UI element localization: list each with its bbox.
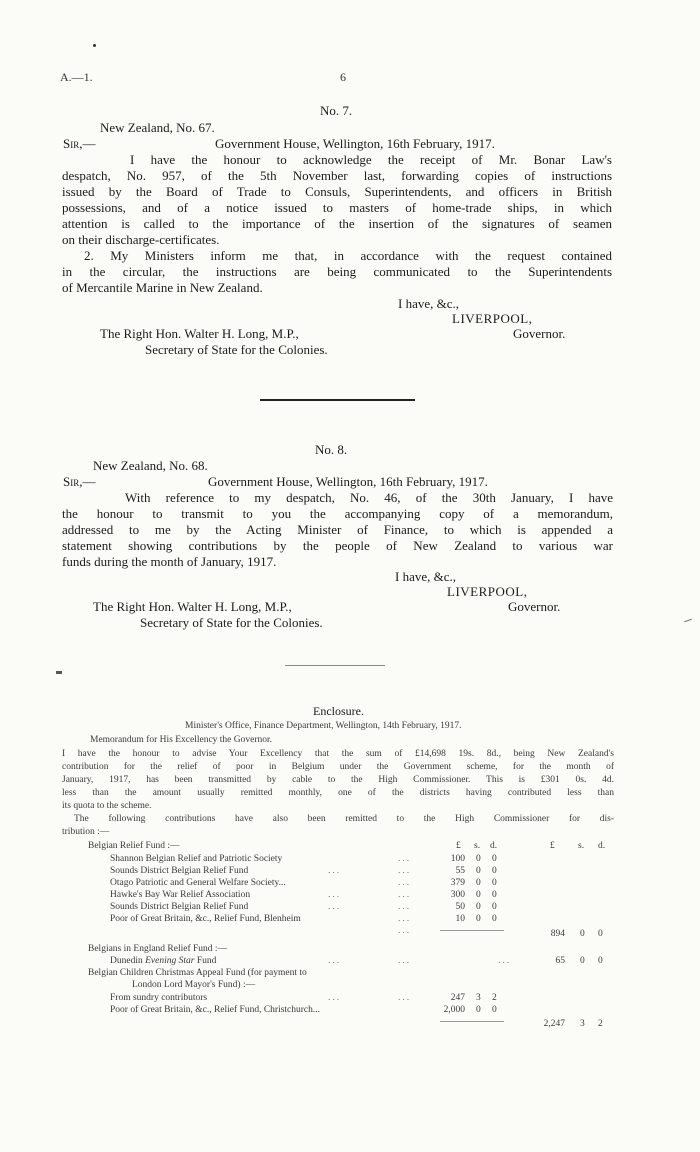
fund-row-name: Poor of Great Britain, &c., Relief Fund, Blenheim [110,914,301,924]
margin-mark [684,619,692,623]
body-line: With reference to my despatch, No. 46, of the 30th January, I have [125,490,613,505]
leader-dots: ... [328,890,342,900]
despatch-number: No. 7. [320,103,353,118]
currency-header-pounds: £ [456,841,461,851]
closing: I have, &c., [395,569,457,584]
amount-shillings: 0 [476,878,481,888]
body-line: issued by the Board of Trade to Consuls, Superintendents, and officers in British [62,184,612,199]
fund-total-shillings: 0 [580,956,585,966]
addressee-office: Secretary of State for the Colonies. [145,342,328,357]
fund-title-continued: London Lord Mayor's Fund) :— [132,980,256,990]
margin-mark [56,671,62,674]
leader-dots: ... [398,993,412,1003]
body-line: statement showing contributions by the people of New Zealand to various war [62,538,613,553]
margin-mark [93,44,96,47]
body-line: in the circular, the instructions are being communicated to the Superintendents [62,264,612,279]
amount-shillings: 0 [476,914,481,924]
fund-title: Belgian Relief Fund :— [88,841,180,851]
fund-row-name: Shannon Belgian Relief and Patriotic Society [110,854,283,864]
fund-total-pounds: 894 [550,929,565,939]
amount-pence: 0 [492,914,497,924]
body-line: funds during the month of January, 1917. [62,554,277,569]
body-line: attention is called to the importance of the insertion of the signatures of seamen [62,216,612,231]
enclosure-line: its quota to the scheme. [62,801,152,811]
addressee-office: Secretary of State for the Colonies. [140,615,323,630]
fund-row-italic: Evening Star [145,956,195,966]
page-number: 6 [340,70,346,84]
fund-title: Belgians in England Relief Fund :— [88,944,228,954]
body-line: possessions, and of a notice issued to masters of home-trade ships, in which [62,200,612,215]
leader-dots: ... [498,956,512,966]
fund-row-suffix: Fund [194,956,217,966]
leader-dots: ... [328,993,342,1003]
despatch-number: No. 8. [315,442,348,457]
leader-dots: ... [398,956,412,966]
amount-pounds: 55 [455,866,465,876]
amount-shillings: 0 [476,854,481,864]
fund-row-name: Otago Patriotic and General Welfare Society... [110,878,286,888]
leader-dots: ... [398,866,412,876]
currency-header-pence: d. [598,841,606,851]
addressee: The Right Hon. Walter H. Long, M.P., [100,326,299,341]
subtotal-rule [440,930,504,931]
amount-pence: 0 [492,1005,497,1015]
fund-total-shillings: 3 [580,1019,585,1029]
fund-row-name: From sundry contributors [110,993,208,1003]
amount-pounds: 300 [450,890,465,900]
signatory-title: Governor. [513,326,566,341]
section-divider [285,665,385,666]
leader-dots: ... [328,902,342,912]
despatch-ref: New Zealand, No. 67. [100,120,215,135]
enclosure-line: less than the amount usually remitted monthly, one of the districts having contributed less than [62,788,614,798]
enclosure-line: tribution :— [62,827,110,837]
place-date: Government House, Wellington, 16th February, 1917. [215,136,495,151]
salutation: Sir,— [63,136,96,151]
enclosure-line: contribution for the relief of poor in Belgium under the Government scheme, for the month of [62,762,614,772]
fund-total-pounds: 2,247 [543,1019,565,1029]
body-line: addressed to me by the Acting Minister of Finance, to which is appended a [62,522,613,537]
leader-dots: ... [328,866,342,876]
leader-dots: ... [398,890,412,900]
amount-pounds: 379 [450,878,465,888]
amount-pence: 0 [492,878,497,888]
signatory: LIVERPOOL, [452,311,533,326]
subtotal-rule [440,1021,504,1022]
leader-dots: ... [398,854,412,864]
currency-header-pence: d. [490,841,498,851]
leader-dots: ... [398,914,412,924]
fund-total-pounds: 65 [555,956,565,966]
fund-row-name: Sounds District Belgian Relief Fund [110,902,249,912]
fund-row-name: Sounds District Belgian Relief Fund [110,866,249,876]
amount-pounds: 100 [450,854,465,864]
signatory-title: Governor. [508,599,561,614]
currency-header-pounds: £ [550,841,555,851]
currency-header-shillings: s. [474,841,481,851]
body-line: of Mercantile Marine in New Zealand. [62,280,263,295]
body-line: 2. My Ministers inform me that, in accordance with the request contained [84,248,612,263]
page-reference: A.—1. [60,70,93,84]
amount-pence: 0 [492,866,497,876]
fund-total-pence: 2 [598,1019,603,1029]
fund-total-shillings: 0 [580,929,585,939]
leader-dots: ... [398,878,412,888]
enclosure-heading: Enclosure. [313,704,364,718]
amount-pence: 2 [492,993,497,1003]
amount-pounds: 10 [455,914,465,924]
amount-shillings: 0 [476,866,481,876]
leader-dots: ... [398,926,412,936]
section-divider [260,399,415,401]
fund-title: Belgian Children Christmas Appeal Fund (for payment to [88,968,307,978]
enclosure-line: I have the honour to advise Your Excellency that the sum of £14,698 19s. 8d., being New Zealand's [62,749,614,759]
enclosure-memo-title: Memorandum for His Excellency the Governor. [90,735,273,745]
closing: I have, &c., [398,296,460,311]
fund-row-prefix: Dunedin [110,956,146,966]
addressee: The Right Hon. Walter H. Long, M.P., [93,599,292,614]
amount-pence: 0 [492,854,497,864]
amount-shillings: 0 [476,1005,481,1015]
fund-row-name: Poor of Great Britain, &c., Relief Fund, Christchurch... [110,1005,321,1015]
body-line: the honour to transmit to you the accompanying copy of a memorandum, [62,506,613,521]
fund-total-pence: 0 [598,929,603,939]
body-line: despatch, No. 957, of the 5th November last, forwarding copies of instructions [62,168,612,183]
salutation: Sir,— [63,474,96,489]
body-line: I have the honour to acknowledge the receipt of Mr. Bonar Law's [130,152,612,167]
signatory: LIVERPOOL, [447,584,528,599]
enclosure-place-date: Minister's Office, Finance Department, Wellington, 14th February, 1917. [185,721,462,731]
fund-row-name [110,956,216,967]
fund-row-name: Hawke's Bay War Relief Association [110,890,251,900]
amount-pence: 0 [492,902,497,912]
amount-shillings: 0 [476,890,481,900]
currency-header-shillings: s. [578,841,585,851]
amount-shillings: 0 [476,902,481,912]
amount-pounds: 247 [450,993,465,1003]
leader-dots: ... [328,956,342,966]
amount-pounds: 2,000 [443,1005,465,1015]
enclosure-line: The following contributions have also been remitted to the High Commissioner for dis- [74,814,614,824]
amount-pounds: 50 [455,902,465,912]
fund-total-pence: 0 [598,956,603,966]
enclosure-line: January, 1917, has been transmitted by cable to the High Commissioner. This is £301 0s. 4d. [62,775,614,785]
despatch-ref: New Zealand, No. 68. [93,458,208,473]
place-date: Government House, Wellington, 16th February, 1917. [208,474,488,489]
body-line: on their discharge-certificates. [62,232,220,247]
leader-dots: ... [398,902,412,912]
amount-pence: 0 [492,890,497,900]
amount-shillings: 3 [476,993,481,1003]
